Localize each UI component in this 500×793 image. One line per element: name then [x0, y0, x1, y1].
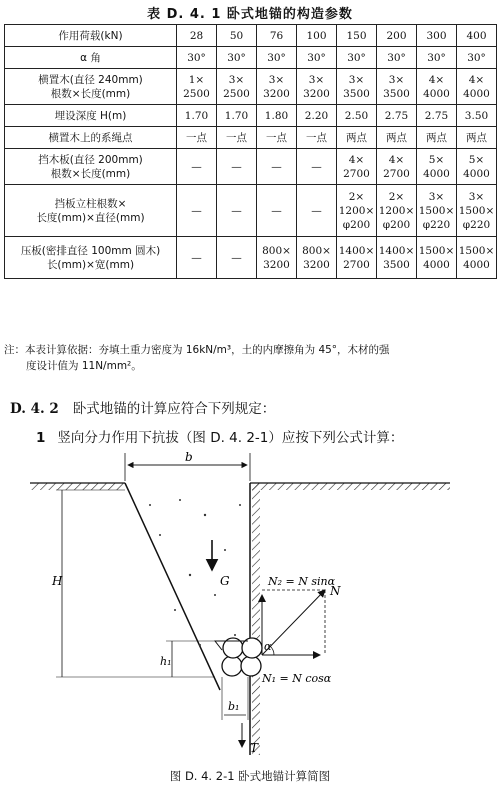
note-line-2: 度设计值为 11N/mm²。 [26, 360, 142, 372]
row-label [5, 69, 177, 105]
cell-line: 2700 [343, 258, 370, 271]
cell-line: 3× [348, 73, 365, 86]
table-cell: 一点 [217, 127, 257, 149]
cell-line: 3200 [263, 87, 290, 100]
header-load-cell: 100 [297, 25, 337, 47]
table-cell [337, 237, 377, 279]
cell-line: 1× [188, 73, 205, 86]
table-cell [217, 69, 257, 105]
table-cell: 两点 [337, 127, 377, 149]
cell-line: 1200× [378, 204, 415, 217]
label-T: T [250, 741, 259, 755]
table-cell [297, 69, 337, 105]
table-cell [177, 149, 217, 185]
table-cell: 两点 [457, 127, 497, 149]
header-load-cell: 150 [337, 25, 377, 47]
table-cell: 30° [457, 47, 497, 69]
table-cell [177, 185, 217, 237]
table-note [4, 342, 496, 374]
cell-line: 1500× [458, 244, 495, 257]
table-row [5, 149, 497, 185]
cell-line: — [271, 160, 282, 173]
table-cell: 30° [217, 47, 257, 69]
row-label-line: 横置木(直径 240mm) [38, 73, 143, 86]
table-cell [217, 149, 257, 185]
cell-line: — [231, 251, 242, 264]
anchor-diagram [0, 445, 500, 765]
cell-line: 4× [388, 153, 405, 166]
header-load-cell: 28 [177, 25, 217, 47]
cell-line: 3× [268, 73, 285, 86]
backfill-dots [149, 499, 241, 646]
cell-line: 1200× [338, 204, 375, 217]
cell-line: 2700 [343, 167, 370, 180]
section-number: D. 4. 2 [10, 401, 59, 417]
cell-line: 3× [428, 190, 445, 203]
table-cell [177, 69, 217, 105]
table-cell [297, 185, 337, 237]
cell-line: 4× [428, 73, 445, 86]
cell-line: 2500 [183, 87, 210, 100]
cell-line: 1400× [338, 244, 375, 257]
table-cell: 两点 [417, 127, 457, 149]
cell-line: 3200 [303, 258, 330, 271]
trench-wall-hatch [252, 483, 260, 755]
label-H: H [52, 574, 63, 588]
ground-hatch-right [250, 483, 450, 490]
note-line-1: 注：本表计算依据：夯填土重力密度为 16kN/m³，土的内摩擦角为 45°，木材的强 [4, 344, 390, 356]
row-label: 横置木上的系绳点 [5, 127, 177, 149]
table-cell [417, 69, 457, 105]
table-cell [257, 185, 297, 237]
row-label: α 角 [5, 47, 177, 69]
table-cell [457, 237, 497, 279]
cell-line: φ220 [462, 218, 491, 231]
row-label-line: 挡板立柱根数× [54, 197, 127, 210]
cell-line: — [231, 204, 242, 217]
table-cell: 1.70 [217, 105, 257, 127]
row-label [5, 237, 177, 279]
table-cell [417, 185, 457, 237]
header-load-cell: 76 [257, 25, 297, 47]
table-cell [377, 149, 417, 185]
label-h1: h₁ [160, 655, 172, 668]
cell-line: 4000 [423, 87, 450, 100]
table-cell: 30° [297, 47, 337, 69]
cell-line: 4000 [463, 87, 490, 100]
cell-line: 2× [348, 190, 365, 203]
table-cell [297, 237, 337, 279]
cell-line: 4000 [423, 258, 450, 271]
table-row [5, 69, 497, 105]
table-cell: 3.50 [457, 105, 497, 127]
cell-line: φ200 [342, 218, 371, 231]
cell-line: 4× [348, 153, 365, 166]
cell-line: 4000 [463, 167, 490, 180]
cell-line: 2700 [383, 167, 410, 180]
cell-line: 3500 [383, 258, 410, 271]
table-cell [457, 149, 497, 185]
table-cell: 30° [417, 47, 457, 69]
table-row [5, 127, 497, 149]
label-b1: b₁ [228, 700, 240, 713]
cell-line: — [311, 204, 322, 217]
cell-line: — [191, 160, 202, 173]
header-label: 作用荷载(kN) [5, 25, 177, 47]
cell-line: 3200 [303, 87, 330, 100]
cell-line: 800× [262, 244, 291, 257]
cell-line: 5× [468, 153, 485, 166]
table-cell [337, 185, 377, 237]
label-G: G [220, 574, 230, 588]
cell-line: 3× [388, 73, 405, 86]
table-row [5, 105, 497, 127]
table-cell: 两点 [377, 127, 417, 149]
table-cell [297, 149, 337, 185]
force-N-arrow [262, 590, 325, 655]
table-cell [377, 185, 417, 237]
cell-line: 1400× [378, 244, 415, 257]
cell-line: 5× [428, 153, 445, 166]
spec-table [4, 24, 497, 279]
label-alpha: α [264, 640, 272, 653]
row-label-line: 根数×长度(mm) [50, 87, 131, 100]
cell-line: 4000 [423, 167, 450, 180]
table-row [5, 47, 497, 69]
table-cell: 30° [257, 47, 297, 69]
table-cell [217, 185, 257, 237]
cell-line: 800× [302, 244, 331, 257]
cell-line: φ200 [382, 218, 411, 231]
figure-caption: 图 D. 4. 2-1 卧式地锚计算简图 [169, 769, 331, 783]
cell-line: 3× [468, 190, 485, 203]
cell-line: φ220 [422, 218, 451, 231]
clause-number: 1 [36, 430, 46, 446]
table-cell: 2.50 [337, 105, 377, 127]
table-cell [257, 69, 297, 105]
ground-hatch-left [30, 483, 125, 490]
table-row [5, 237, 497, 279]
table-cell: 30° [177, 47, 217, 69]
table-cell [217, 237, 257, 279]
table-cell: 1.70 [177, 105, 217, 127]
table-title: 表 D. 4. 1 卧式地锚的构造参数 [147, 7, 353, 22]
table-cell: 1.80 [257, 105, 297, 127]
table-row [5, 185, 497, 237]
header-load-cell: 300 [417, 25, 457, 47]
table-cell [337, 149, 377, 185]
cell-line: — [191, 251, 202, 264]
row-label [5, 149, 177, 185]
cell-line: 1500× [418, 244, 455, 257]
label-N2: N₂ = N sinα [268, 575, 336, 588]
table-cell: 2.20 [297, 105, 337, 127]
table-cell [417, 149, 457, 185]
table-cell [457, 69, 497, 105]
table-cell [177, 237, 217, 279]
cell-line: 4000 [463, 258, 490, 271]
cell-line: 2500 [223, 87, 250, 100]
cell-line: 3× [308, 73, 325, 86]
cell-line: — [271, 204, 282, 217]
header-load-cell: 200 [377, 25, 417, 47]
cell-line: 3500 [343, 87, 370, 100]
table-cell: 一点 [257, 127, 297, 149]
label-b: b [185, 450, 193, 464]
cell-line: — [191, 204, 202, 217]
cell-line: 4× [468, 73, 485, 86]
table-cell [257, 149, 297, 185]
row-label-line: 长(mm)×宽(mm) [46, 258, 135, 271]
cell-line: 2× [388, 190, 405, 203]
cell-line: — [311, 160, 322, 173]
header-load-cell: 400 [457, 25, 497, 47]
table-cell [457, 185, 497, 237]
section-heading [10, 397, 275, 417]
cell-line: 3× [228, 73, 245, 86]
row-label-line: 长度(mm)×直径(mm) [36, 211, 145, 224]
row-label: 埋设深度 H(m) [5, 105, 177, 127]
table-cell [377, 69, 417, 105]
table-cell: 一点 [177, 127, 217, 149]
header-load-cell: 50 [217, 25, 257, 47]
anchor-logs [222, 638, 262, 676]
row-label-line: 挡木板(直径 200mm) [38, 153, 143, 166]
table-cell [417, 237, 457, 279]
cell-line: 1500× [418, 204, 455, 217]
table-cell: 一点 [297, 127, 337, 149]
label-N: N [330, 584, 341, 598]
section-text: 卧式地锚的计算应符合下列规定： [72, 401, 276, 417]
clause-text: 竖向分力作用下抗拔（图 D. 4. 2-1）应按下列公式计算： [57, 430, 404, 446]
table-cell: 30° [377, 47, 417, 69]
row-label-line: 压板(密排直径 100mm 圆木) [20, 244, 161, 257]
row-label [5, 185, 177, 237]
table-cell: 2.75 [417, 105, 457, 127]
table-cell: 2.75 [377, 105, 417, 127]
cell-line: 3500 [383, 87, 410, 100]
cell-line: 1500× [458, 204, 495, 217]
row-label-line: 根数×长度(mm) [50, 167, 131, 180]
label-N1: N₁ = N cosα [262, 672, 332, 685]
table-cell: 30° [337, 47, 377, 69]
table-cell [337, 69, 377, 105]
cell-line: — [231, 160, 242, 173]
table-cell [377, 237, 417, 279]
trench-slope-line [125, 483, 220, 690]
cell-line: 3200 [263, 258, 290, 271]
table-cell [257, 237, 297, 279]
table-header-row [5, 25, 497, 47]
clause-item [36, 426, 403, 446]
